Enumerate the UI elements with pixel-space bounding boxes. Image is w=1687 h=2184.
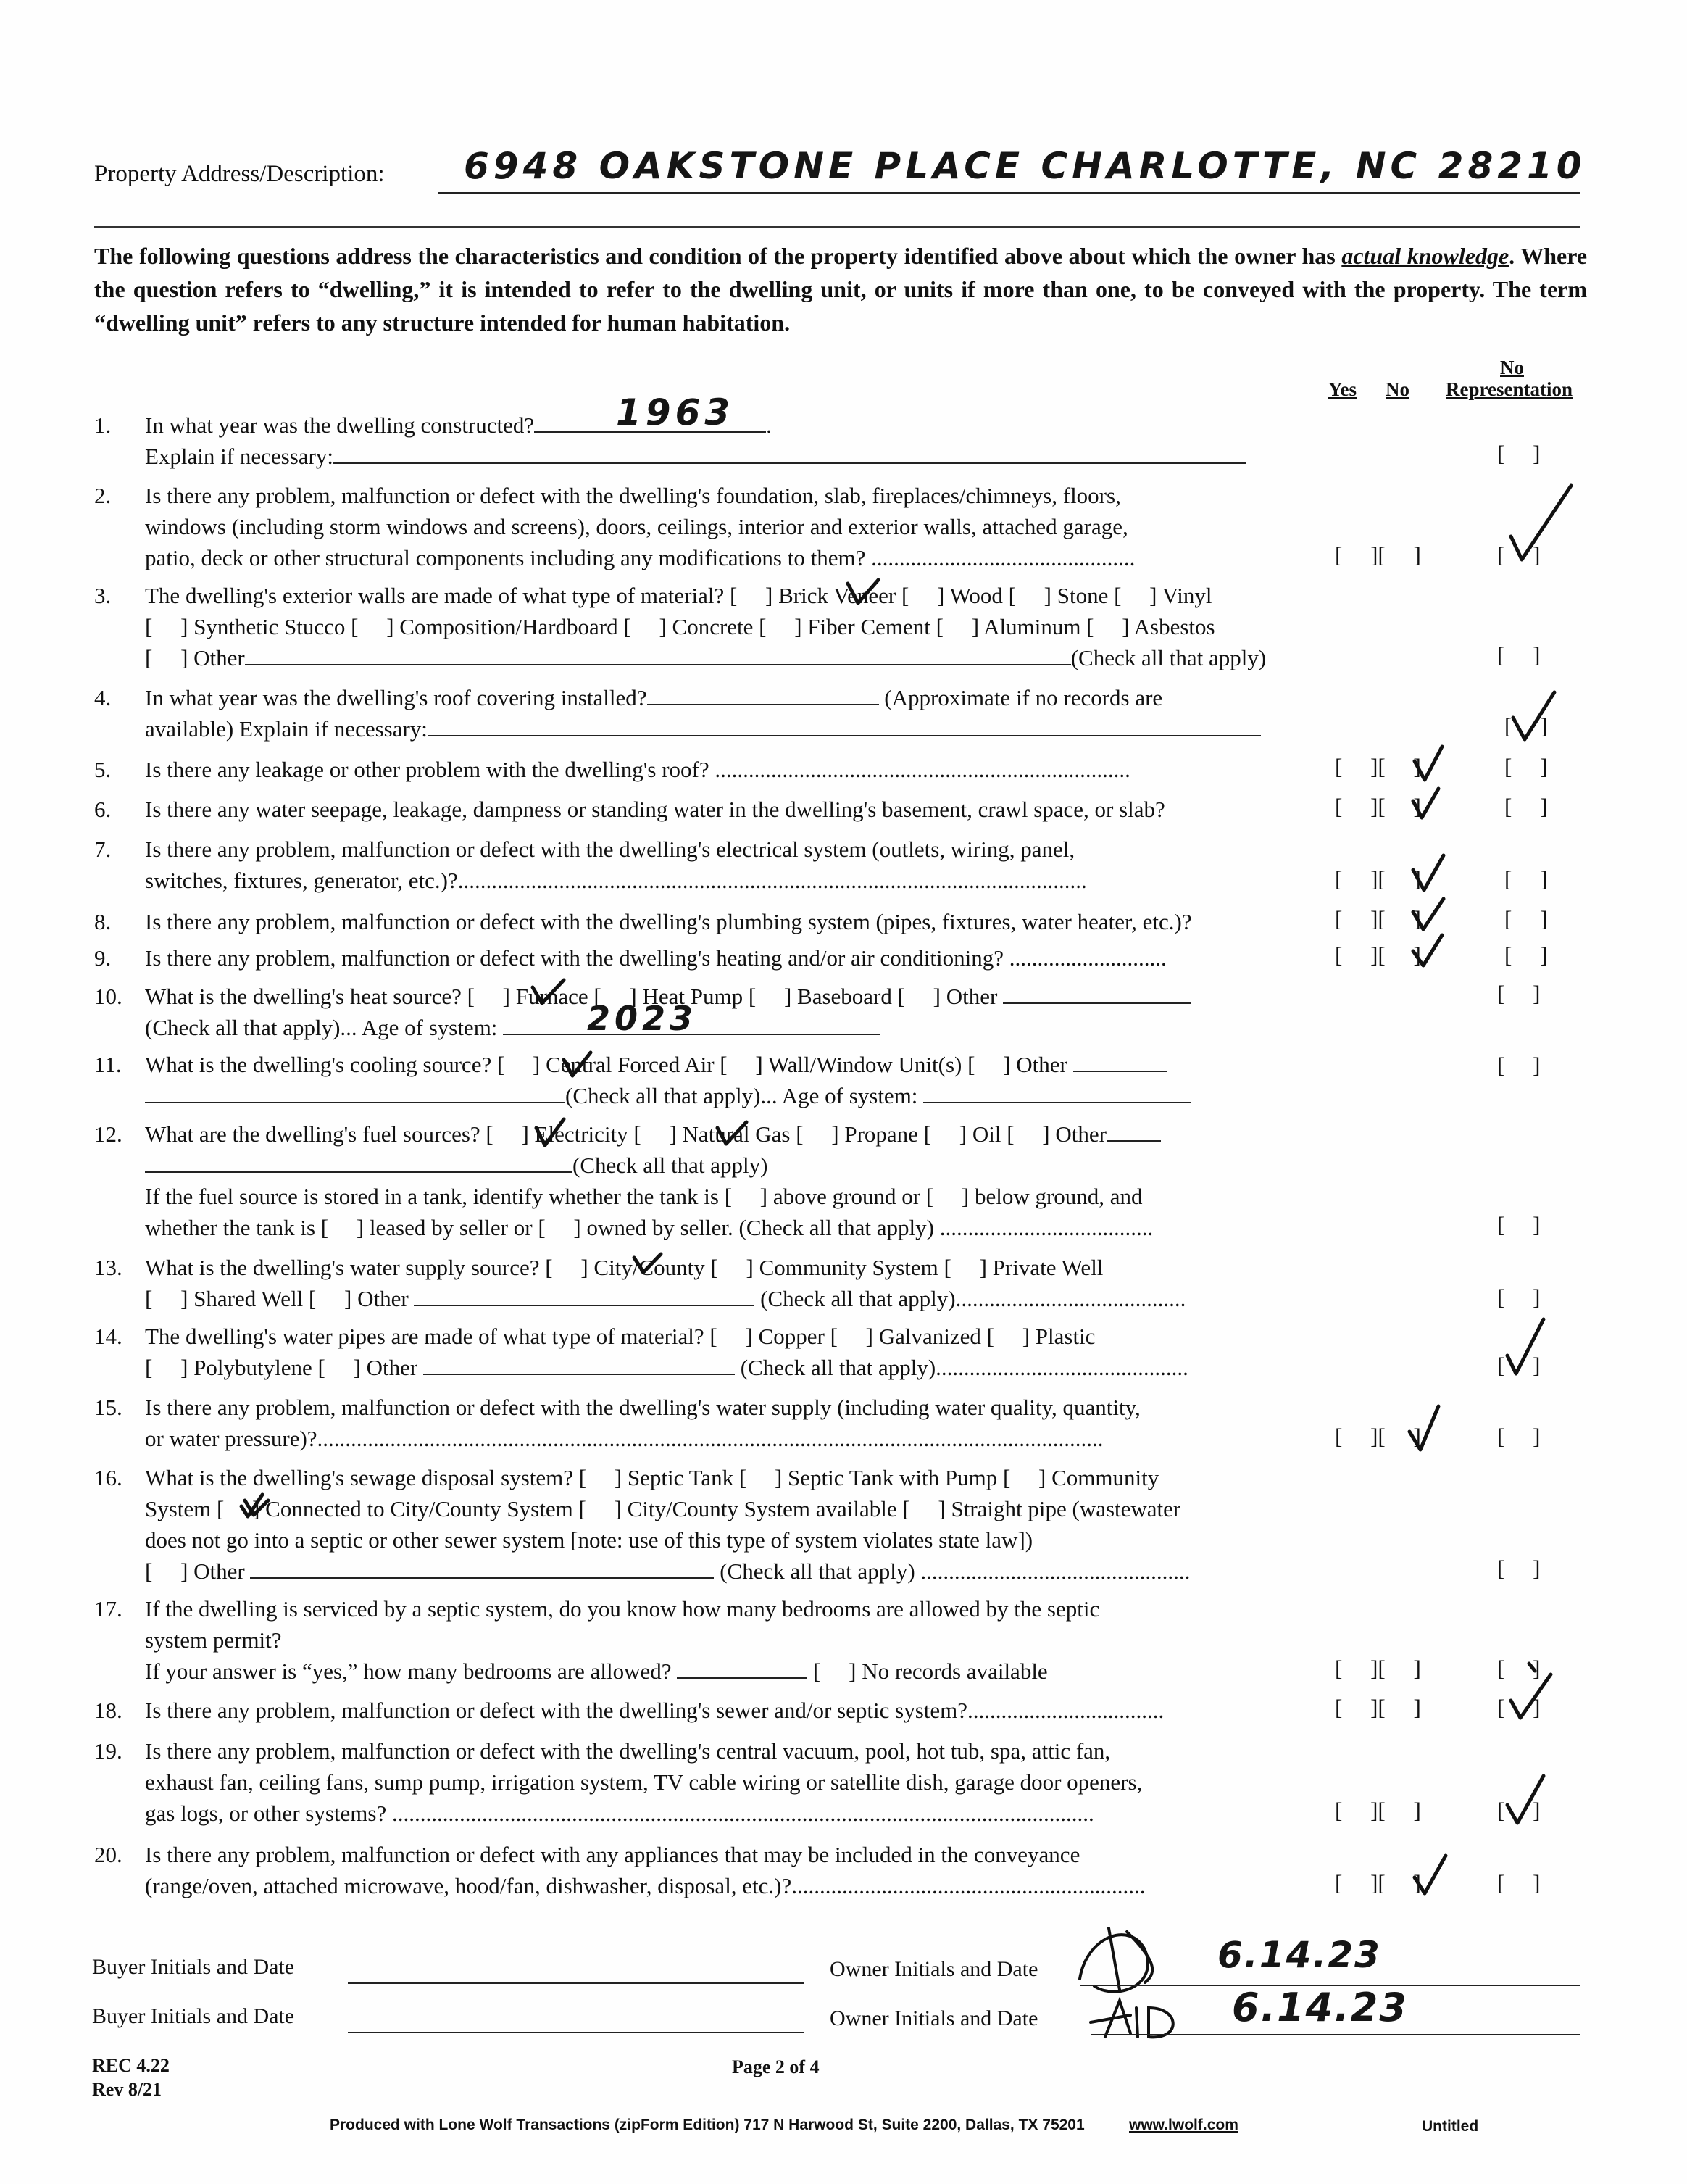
q11-no-rep-box[interactable]: [ ] <box>1497 1052 1541 1078</box>
check-mark-icon <box>1507 1776 1544 1823</box>
q20-yes-no-boxes[interactable]: [ ][ ] <box>1335 1870 1421 1896</box>
header-no-rep-2: Representation <box>1446 378 1573 400</box>
check-mark-icon <box>717 1122 746 1144</box>
check-mark-icon <box>533 980 564 1003</box>
year-built-answer[interactable]: 1963 <box>616 391 735 433</box>
check-mark-icon <box>1413 855 1444 890</box>
q2-no-rep-box[interactable]: [ ] <box>1497 542 1541 568</box>
q14-no-rep-box[interactable]: [ ] <box>1497 1353 1541 1378</box>
q20-no-rep-box[interactable]: [ ] <box>1497 1870 1541 1896</box>
q18-yes-no-boxes[interactable]: [ ][ ] <box>1335 1695 1421 1720</box>
buyer-initials-line-2[interactable] <box>348 2032 804 2033</box>
check-mark-icon <box>634 1254 661 1272</box>
check-mark-icon <box>1511 486 1571 560</box>
produced-with: Produced with Lone Wolf Transactions (zipForm Edition) 717 N Harwood St, Suite 2200, Dallas, TX 75201 <box>330 2117 1085 2133</box>
q1-no-rep-box[interactable]: [ ] <box>1497 441 1541 466</box>
check-mark-icon <box>1413 935 1442 966</box>
check-mark-icon <box>1507 1319 1544 1374</box>
q8-no-rep-box[interactable]: [ ] <box>1504 906 1548 931</box>
q4-no-rep-box[interactable]: [ ] <box>1504 713 1548 739</box>
q17-no-rep-box[interactable]: [ ] <box>1497 1656 1541 1681</box>
owner-date-2[interactable]: 6.14.23 <box>1232 1985 1408 2030</box>
lwolf-link[interactable]: www.lwolf.com <box>1129 2117 1238 2133</box>
owner-initials-label-1: Owner Initials and Date <box>830 1957 1038 1981</box>
q7-no-rep-box[interactable]: [ ] <box>1504 866 1548 892</box>
owner-initials-signature-1 <box>1080 1928 1152 1992</box>
check-mark-icon <box>1409 1406 1438 1450</box>
q13-no-rep-box[interactable]: [ ] <box>1497 1284 1541 1310</box>
intro-emphasis: actual knowledge <box>1341 243 1509 269</box>
q15-no-rep-box[interactable]: [ ] <box>1497 1424 1541 1449</box>
heat-age-answer[interactable]: 2023 <box>587 999 698 1038</box>
check-mark-icon <box>1413 789 1438 818</box>
buyer-initials-label-1: Buyer Initials and Date <box>92 1955 295 1979</box>
q9-yes-no-boxes[interactable]: [ ][ ] <box>1335 942 1421 968</box>
owner-initials-line-2[interactable] <box>1091 2034 1580 2035</box>
q17-yes-no-boxes[interactable]: [ ][ ] <box>1335 1656 1421 1681</box>
form-id: REC 4.22 <box>92 2055 170 2076</box>
check-mark-icon <box>1529 1664 1535 1671</box>
owner-initials-signature-2 <box>1091 2001 1173 2037</box>
q18-no-rep-box[interactable]: [ ] <box>1497 1695 1541 1720</box>
q5-no-rep-box[interactable]: [ ] <box>1504 754 1548 779</box>
q19-yes-no-boxes[interactable]: [ ][ ] <box>1335 1798 1421 1823</box>
q2-yes-no-boxes[interactable]: [ ][ ] <box>1335 542 1421 568</box>
check-mark-icon <box>1415 747 1442 780</box>
q5-yes-no-boxes[interactable]: [ ][ ] <box>1335 754 1421 779</box>
header-no-rep-1: No <box>1500 357 1524 378</box>
form-revision: Rev 8/21 <box>92 2079 162 2100</box>
intro-text-2: . Where the question refers to “dwelling,” it is intended to refer to the dwelling unit, or units if more than one, to be conveyed with the property. The term “dwelling unit” refers to any structure intended for human habitation. <box>94 243 1588 336</box>
check-mark-icon <box>536 1119 564 1145</box>
q6-no-rep-box[interactable]: [ ] <box>1504 794 1548 819</box>
check-mark-icon <box>564 1052 591 1076</box>
q15-yes-no-boxes[interactable]: [ ][ ] <box>1335 1424 1421 1449</box>
q12-no-rep-box[interactable]: [ ] <box>1497 1212 1541 1237</box>
buyer-initials-line-1[interactable] <box>348 1982 804 1984</box>
header-no: No <box>1386 378 1409 400</box>
q10-no-rep-box[interactable]: [ ] <box>1497 981 1541 1006</box>
check-mark-icon <box>1415 1856 1446 1893</box>
owner-date-1[interactable]: 6.14.23 <box>1217 1934 1381 1976</box>
intro-text-1: The following questions address the characteristics and condition of the property identified above about which the owner has <box>94 243 1342 269</box>
page-number: Page 2 of 4 <box>732 2056 820 2077</box>
check-mark-icon <box>1511 1674 1551 1718</box>
q16-no-rep-box[interactable]: [ ] <box>1497 1556 1541 1581</box>
q19-no-rep-box[interactable]: [ ] <box>1497 1798 1541 1823</box>
owner-initials-label-2: Owner Initials and Date <box>830 2006 1038 2030</box>
q9-no-rep-box[interactable]: [ ] <box>1504 942 1548 968</box>
address-label: Property Address/Description: <box>94 161 385 187</box>
buyer-initials-label-2: Buyer Initials and Date <box>92 2004 295 2028</box>
check-mark-icon <box>848 580 878 603</box>
q3-no-rep-box[interactable]: [ ] <box>1497 642 1541 668</box>
untitled-label: Untitled <box>1422 2118 1479 2135</box>
header-yes: Yes <box>1328 378 1357 400</box>
check-mark-icon <box>1413 899 1444 929</box>
check-mark-icon <box>1513 692 1554 739</box>
address-value[interactable]: 6948 OAKSTONE PLACE CHARLOTTE, NC 28210 <box>464 145 1586 187</box>
q6-yes-no-boxes[interactable]: [ ][ ] <box>1335 794 1421 819</box>
q8-yes-no-boxes[interactable]: [ ][ ] <box>1335 906 1421 931</box>
q7-yes-no-boxes[interactable]: [ ][ ] <box>1335 866 1421 892</box>
